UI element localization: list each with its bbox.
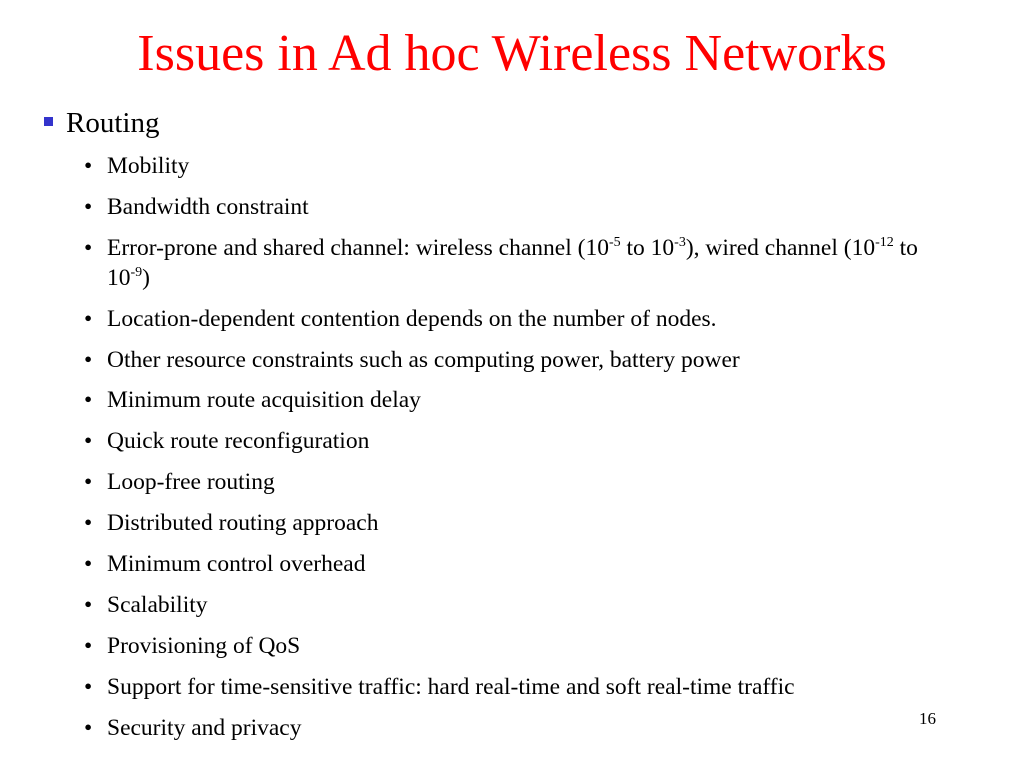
list-item — [84, 345, 964, 375]
bullet-icon: • — [84, 153, 93, 179]
list-item-label: Bandwidth constraint — [107, 193, 309, 220]
list-item — [84, 549, 964, 579]
bullet-icon: • — [84, 346, 93, 373]
list-item-label: Location-dependent contention depends on the number of nodes. — [107, 305, 717, 332]
bullet-icon: • — [84, 305, 93, 332]
bullet-icon: • — [84, 469, 93, 496]
list-item-label: Provisioning of QoS — [107, 632, 301, 659]
bullet-icon: • — [84, 714, 93, 741]
list-item — [84, 192, 964, 222]
list-item — [84, 508, 964, 538]
list-item-label: Loop-free routing — [107, 469, 275, 496]
list-item-label-part: ), wired channel (10 — [685, 234, 876, 261]
list-item-label: Security and privacy — [107, 714, 302, 741]
bullet-icon: • — [84, 591, 93, 618]
bullet-icon: • — [84, 387, 93, 414]
list-item — [84, 467, 964, 497]
bullet-icon: • — [84, 193, 93, 220]
square-bullet-icon — [44, 117, 53, 126]
list-item — [84, 590, 964, 620]
list-item — [84, 631, 964, 661]
list-item-label-part: Error-prone and shared channel: wireless channel (10 — [107, 234, 609, 261]
list-item-label: Minimum control overhead — [107, 551, 366, 578]
list-item-label: Quick route reconfiguration — [107, 428, 370, 455]
bullet-icon: • — [84, 428, 93, 455]
list-item-label: Support for time-sensitive traffic: hard real-time and soft real-time traffic — [107, 673, 795, 700]
list-item-label-part: to 10 — [107, 234, 918, 291]
list-item-label: Mobility — [107, 153, 190, 179]
list-item — [84, 713, 964, 743]
list-item — [84, 151, 964, 181]
list-item-label-part: to 10 — [620, 234, 675, 261]
bullet-icon: • — [84, 510, 93, 537]
slide-title: Issues in Ad hoc Wireless Networks — [137, 25, 887, 82]
bullet-icon: • — [84, 632, 93, 659]
main-bullet-label: Routing — [66, 107, 160, 139]
list-item-label: Distributed routing approach — [107, 510, 379, 537]
main-bullet — [44, 105, 159, 141]
list-item — [84, 672, 964, 702]
exponent: -3 — [674, 234, 686, 250]
bullet-icon: • — [84, 673, 93, 700]
exponent: -5 — [608, 234, 621, 250]
list-item — [84, 304, 964, 334]
sub-bullet-list — [84, 151, 964, 753]
list-item — [84, 233, 927, 293]
list-item-label: Scalability — [107, 591, 208, 618]
list-item-label-part: ) — [142, 264, 150, 291]
bullet-icon: • — [84, 551, 93, 578]
exponent: -12 — [875, 234, 894, 250]
page-number: 16 — [919, 709, 936, 728]
list-item — [84, 385, 964, 415]
list-item-label: Minimum route acquisition delay — [107, 387, 421, 414]
list-item-label: Other resource constraints such as computing power, battery power — [107, 346, 740, 373]
bullet-icon: • — [84, 234, 93, 261]
exponent: -9 — [130, 264, 143, 280]
list-item — [84, 426, 964, 456]
